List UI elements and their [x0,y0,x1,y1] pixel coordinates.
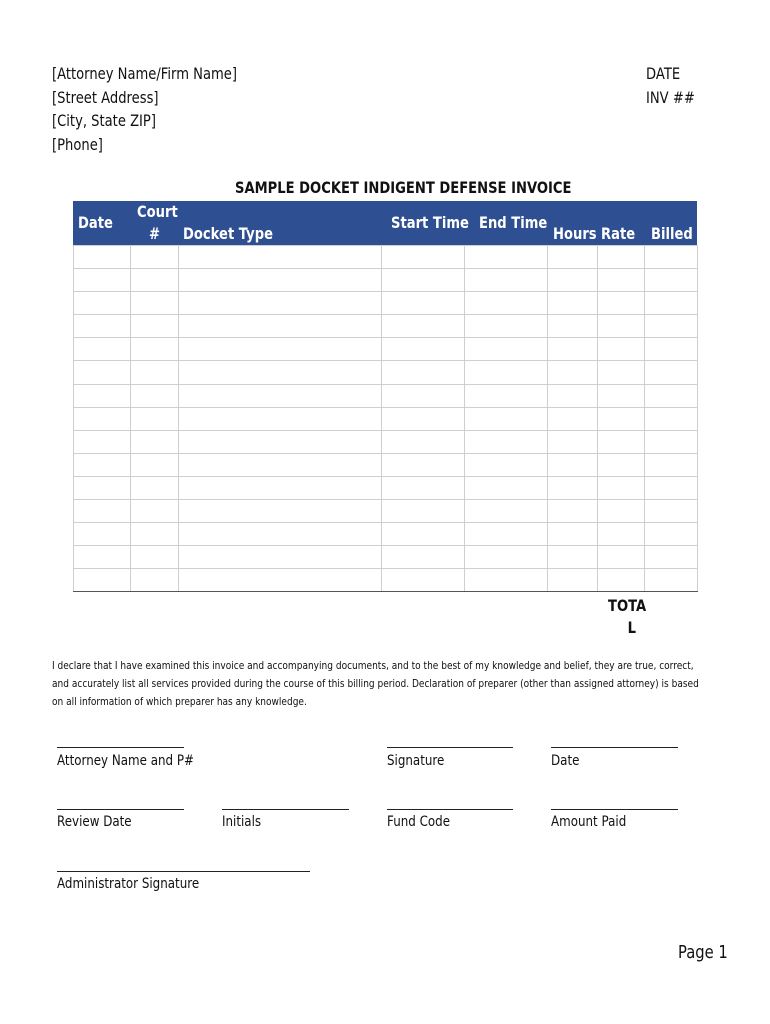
table-cell[interactable] [74,476,131,499]
table-cell[interactable] [179,361,382,384]
table-cell[interactable] [131,476,179,499]
table-header [73,201,697,245]
table-cell[interactable] [382,292,465,315]
table-cell[interactable] [645,384,698,407]
table-cell[interactable] [179,269,382,292]
table-cell[interactable] [131,500,179,523]
table-cell[interactable] [179,476,382,499]
table-cell[interactable] [131,453,179,476]
table-cell[interactable] [131,523,179,546]
table-cell[interactable] [598,407,645,430]
table-cell[interactable] [548,523,598,546]
table-cell[interactable] [131,315,179,338]
city-state-zip: [City, State ZIP] [52,111,156,130]
table-cell[interactable] [465,569,548,592]
table-cell[interactable] [465,546,548,569]
col-end-time: End Time [479,213,548,232]
table-cell[interactable] [465,246,548,269]
col-date: Date [78,213,113,232]
invoice-meta-block [646,62,695,109]
table-cell[interactable] [548,476,598,499]
table-cell[interactable] [465,384,548,407]
total-label-line2: L [627,618,637,637]
table-cell[interactable] [645,361,698,384]
table-cell[interactable] [74,292,131,315]
table-cell[interactable] [74,453,131,476]
invoice-number: INV ## [646,87,695,107]
table-cell[interactable] [465,292,548,315]
table-cell[interactable] [548,407,598,430]
table-cell[interactable] [598,292,645,315]
table-cell[interactable] [74,430,131,453]
table-cell[interactable] [382,569,465,592]
table-cell[interactable] [645,246,698,269]
table-cell[interactable] [598,338,645,361]
table-row [74,292,698,315]
table-cell[interactable] [465,407,548,430]
table-cell[interactable] [131,338,179,361]
table-cell[interactable] [131,546,179,569]
table-cell[interactable] [598,500,645,523]
table-row [74,338,698,361]
table-cell[interactable] [548,361,598,384]
initials-line[interactable] [222,809,349,810]
amount-paid-line[interactable] [551,809,678,810]
review-date-label: Review Date [57,814,132,830]
table-cell[interactable] [645,523,698,546]
table-cell[interactable] [465,430,548,453]
table-cell[interactable] [382,338,465,361]
declaration-text: I declare that I have examined this invoice and accompanying documents, and to the best of my knowledge and belief, they are true, correct, and accurately list all services provided during the course of this billing period. Declaration of preparer (other than assigned attorney) is based on all information of which preparer has any knowledge. [52,659,699,708]
table-cell[interactable] [548,569,598,592]
table-row [74,361,698,384]
table-cell[interactable] [645,500,698,523]
table-cell[interactable] [465,476,548,499]
table-cell[interactable] [179,523,382,546]
table-cell[interactable] [465,500,548,523]
amount-paid-label: Amount Paid [551,814,627,830]
table-row [74,569,698,592]
table-cell[interactable] [548,269,598,292]
col-hours: Hours [553,224,597,243]
table-cell[interactable] [598,269,645,292]
street-address: [Street Address] [52,87,159,107]
invoice-title: SAMPLE DOCKET INDIGENT DEFENSE INVOICE [235,178,572,197]
review-date-line[interactable] [57,809,184,810]
table-cell[interactable] [74,269,131,292]
table-cell[interactable] [382,384,465,407]
table-cell[interactable] [131,292,179,315]
table-row [74,246,698,269]
table-cell[interactable] [382,453,465,476]
table-cell[interactable] [382,500,465,523]
initials-label: Initials [222,814,262,830]
col-rate: Rate [601,224,636,243]
table-cell[interactable] [548,246,598,269]
table-cell[interactable] [179,569,382,592]
table-cell[interactable] [598,546,645,569]
attorney-info-block [52,62,237,156]
table-cell[interactable] [548,384,598,407]
table-cell[interactable] [74,546,131,569]
table-cell[interactable] [131,430,179,453]
table-cell[interactable] [548,453,598,476]
table-cell[interactable] [74,384,131,407]
table-cell[interactable] [598,523,645,546]
date-label: Date [551,753,580,769]
table-cell[interactable] [382,523,465,546]
table-cell[interactable] [548,546,598,569]
table-row [74,384,698,407]
table-cell[interactable] [382,546,465,569]
total-label-line1: TOTA [608,596,647,615]
administrator-signature-label: Administrator Signature [57,876,200,892]
table-cell[interactable] [131,407,179,430]
table-row [74,476,698,499]
table-cell[interactable] [465,523,548,546]
table-cell[interactable] [382,430,465,453]
table-cell[interactable] [645,315,698,338]
table-cell[interactable] [548,430,598,453]
table-row [74,315,698,338]
table-cell[interactable] [465,315,548,338]
table-cell[interactable] [131,269,179,292]
table-cell[interactable] [179,430,382,453]
col-docket-type: Docket Type [183,224,274,243]
table-cell[interactable] [548,338,598,361]
table-cell[interactable] [465,338,548,361]
table-cell[interactable] [382,476,465,499]
fund-code-label: Fund Code [387,814,451,830]
table-cell[interactable] [382,407,465,430]
table-row [74,269,698,292]
table-row [74,407,698,430]
fund-code-line[interactable] [387,809,513,810]
col-court-line1: Court [137,202,178,221]
table-row [74,453,698,476]
col-start-time: Start Time [391,213,469,232]
table-cell[interactable] [179,407,382,430]
table-cell[interactable] [179,338,382,361]
table-cell[interactable] [598,430,645,453]
table-cell[interactable] [598,476,645,499]
table-row [74,500,698,523]
page-number: Page 1 [678,942,728,963]
table-cell[interactable] [645,338,698,361]
table-cell[interactable] [645,292,698,315]
table-cell[interactable] [131,246,179,269]
table-cell[interactable] [179,546,382,569]
table-cell[interactable] [179,246,382,269]
table-cell[interactable] [598,569,645,592]
attorney-name-label: Attorney Name and P# [57,753,195,769]
table-row [74,523,698,546]
table-cell[interactable] [645,430,698,453]
table-cell[interactable] [382,246,465,269]
table-cell[interactable] [645,407,698,430]
table-cell[interactable] [179,384,382,407]
total-label [608,595,646,639]
signature-label: Signature [387,753,445,769]
table-cell[interactable] [179,292,382,315]
table-cell[interactable] [645,269,698,292]
attorney-signature-line[interactable] [57,747,184,748]
table-cell[interactable] [548,500,598,523]
table-cell[interactable] [382,269,465,292]
table-cell[interactable] [645,453,698,476]
table-cell[interactable] [645,546,698,569]
invoice-table [73,201,697,592]
attorney-firm-name: [Attorney Name/Firm Name] [52,64,237,83]
invoice-date: DATE [646,64,681,83]
table-cell[interactable] [382,315,465,338]
table-cell[interactable] [465,361,548,384]
col-court-line2: # [149,224,160,243]
table-cell[interactable] [74,500,131,523]
table-cell[interactable] [74,315,131,338]
table-row [74,430,698,453]
table-cell[interactable] [131,361,179,384]
table-cell[interactable] [548,292,598,315]
date-signature-line[interactable] [551,747,678,748]
table-cell[interactable] [74,523,131,546]
table-cell[interactable] [598,453,645,476]
table-cell[interactable] [598,315,645,338]
table-cell[interactable] [74,338,131,361]
table-cell[interactable] [74,569,131,592]
table-cell[interactable] [74,246,131,269]
phone: [Phone] [52,134,103,154]
table-cell[interactable] [598,384,645,407]
table-cell[interactable] [465,453,548,476]
table-row [74,546,698,569]
table-cell[interactable] [179,315,382,338]
table-cell[interactable] [74,407,131,430]
table-cell[interactable] [179,500,382,523]
table-cell[interactable] [645,569,698,592]
col-billed: Billed [651,224,693,243]
table-cell[interactable] [131,384,179,407]
table-cell[interactable] [179,453,382,476]
table-cell[interactable] [598,361,645,384]
signature-line[interactable] [387,747,513,748]
administrator-signature-line[interactable] [57,871,310,872]
table-cell[interactable] [465,269,548,292]
table-cell[interactable] [598,246,645,269]
table-cell[interactable] [74,361,131,384]
table-cell[interactable] [645,476,698,499]
table-body [73,245,698,592]
table-cell[interactable] [131,569,179,592]
table-cell[interactable] [382,361,465,384]
table-cell[interactable] [548,315,598,338]
